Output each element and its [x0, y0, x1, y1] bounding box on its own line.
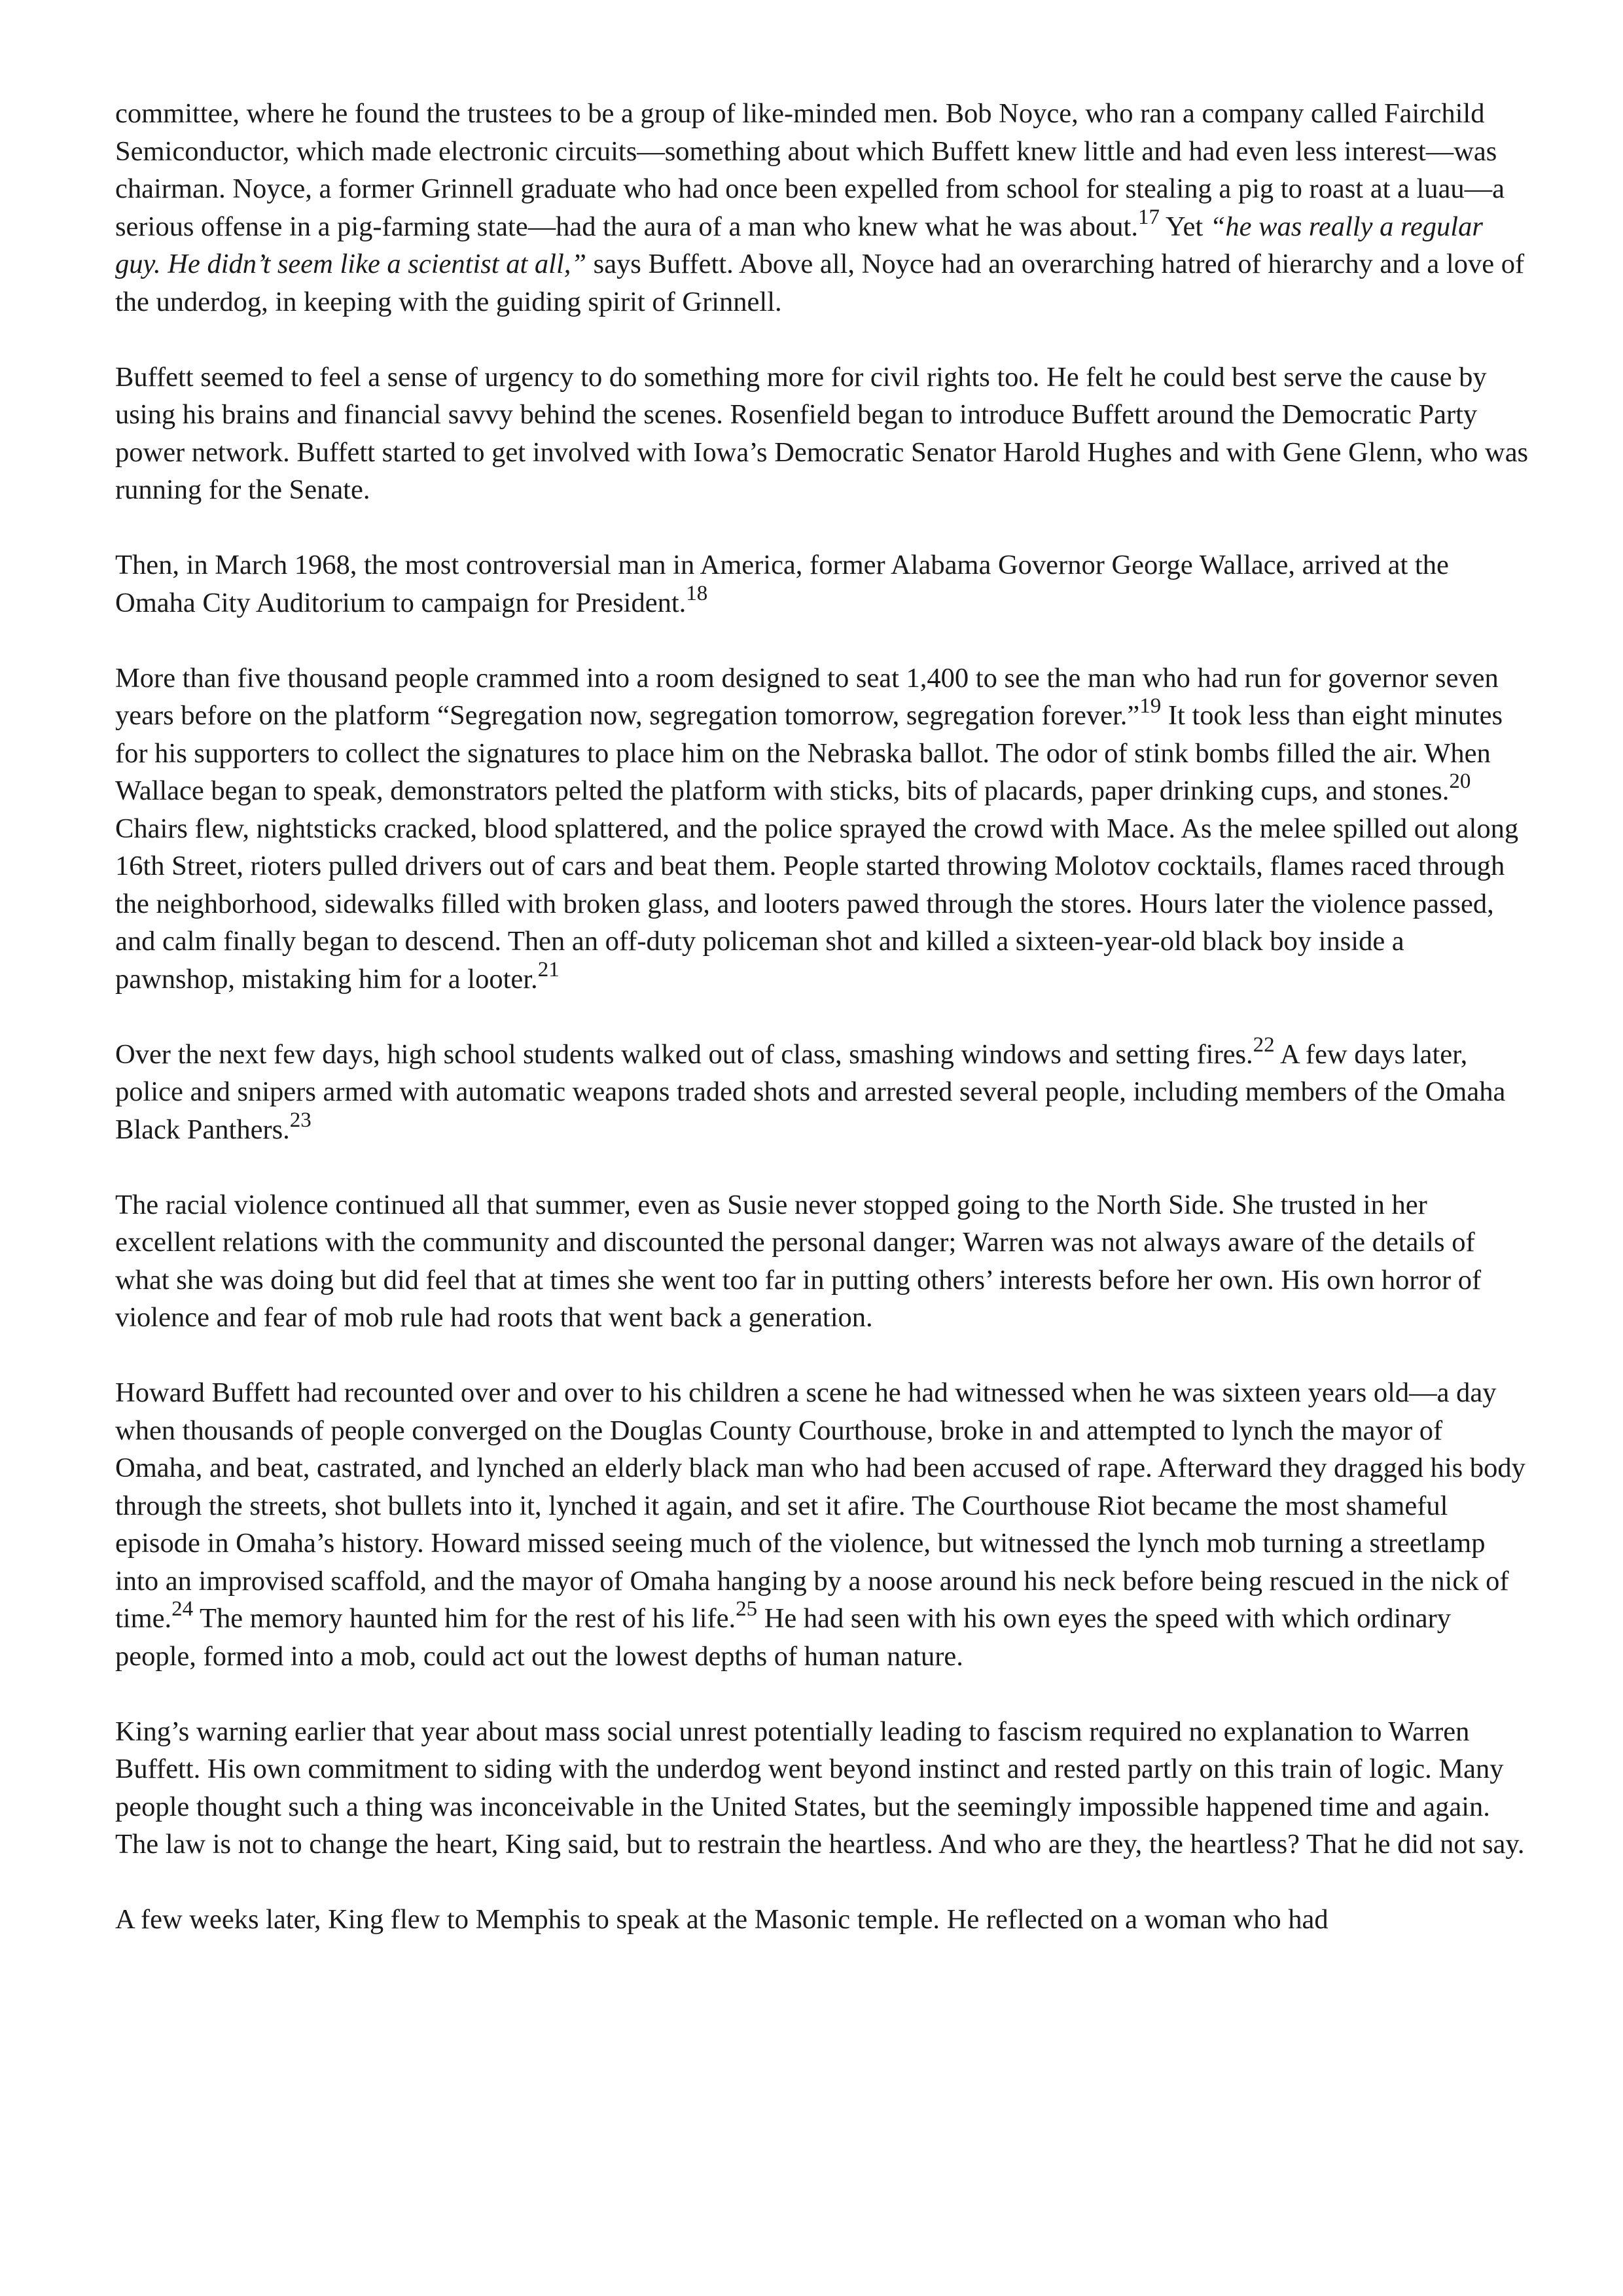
footnote-marker: 25 — [736, 1597, 758, 1621]
paragraph-8 — [115, 1713, 1529, 1863]
footnote-marker: 17 — [1137, 205, 1160, 229]
footnote-marker: 24 — [171, 1597, 194, 1621]
paragraph-text: Chairs flew, nightsticks cracked, blood splattered, and the police sprayed the crowd with Mace. As the melee spilled out along 16th Street, rioters pulled drivers out of cars and beat them. People started throwing Molotov cocktails, flames raced through the neighborhood, sidewalks filled with broken glass, and looters pawed through the stores. Hours later the violence passed, and calm finally began to descend. Then an off-duty policeman shot and killed a sixteen-year-old black boy inside a pawnshop, mistaking him for a looter. — [115, 813, 1519, 995]
footnote-marker: 22 — [1253, 1033, 1275, 1057]
paragraph-text: Then, in March 1968, the most controversial man in America, former Alabama Governor George Wallace, arrived at the Omaha City Auditorium to campaign for President. — [115, 550, 1449, 618]
footnote-marker: 18 — [686, 581, 708, 605]
paragraph-text: He had seen with his own eyes the speed with which ordinary people, formed into a mob, could act out the lowest depths of human nature. — [115, 1603, 1451, 1672]
paragraph-text: A few weeks later, King flew to Memphis to speak at the Masonic temple. He reflected on a woman who had — [115, 1904, 1329, 1935]
paragraph-text: The racial violence continued all that summer, even as Susie never stopped going to the North Side. She trusted in her excellent relations with the community and discounted the personal danger; Warren was not always aware of the details of what she was doing but did feel that at times she went too far in putting others’ interests before her own. His own horror of violence and fear of mob rule had roots that went back a generation. — [115, 1189, 1482, 1333]
footnote-marker: 19 — [1139, 694, 1162, 718]
paragraph-text: More than five thousand people crammed into a room designed to seat 1,400 to see the man who had run for governor seven years before on the platform “Segregation now, segregation tomorrow, segregation forever.” — [115, 662, 1499, 731]
document-page — [115, 95, 1529, 1939]
paragraph-3 — [115, 546, 1529, 622]
paragraph-text: The memory haunted him for the rest of his life. — [193, 1603, 736, 1634]
paragraph-text: committee, where he found the trustees to be a group of like-minded men. Bob Noyce, who ran a company called Fairchild Semiconductor, which made electronic circuits—something about which Buffett knew little and had even less interest—was chairman. Noyce, a former Grinnell graduate who had once been expelled from school for stealing a pig to roast at a luau—a serious offense in a pig-farming state—had the aura of a man who knew what he was about. — [115, 98, 1505, 242]
paragraph-text: Buffett seemed to feel a sense of urgency to do something more for civil rights too. He felt he could best serve the cause by using his brains and financial savvy behind the scenes. Rosenfield began to introduce Buffett around the Democratic Party power network. Buffett started to get involved with Iowa’s Democratic Senator Harold Hughes and with Gene Glenn, who was running for the Senate. — [115, 361, 1529, 505]
paragraph-9 — [115, 1901, 1529, 1939]
paragraph-text: Yet — [1159, 211, 1210, 242]
paragraph-text: A few days later, police and snipers armed with automatic weapons traded shots and arrested several people, including members of the Omaha Black Panthers. — [115, 1038, 1506, 1145]
footnote-marker: 23 — [289, 1108, 312, 1132]
paragraph-5 — [115, 1033, 1529, 1149]
quotation: “he was really a regular guy. He didn’t seem like a scientist at all,” — [115, 211, 1483, 279]
paragraph-text: says Buffett. Above all, Noyce had an overarching hatred of hierarchy and a love of the underdog, in keeping with the guiding spirit of Grinnell. — [115, 249, 1525, 317]
footnote-marker: 20 — [1449, 769, 1471, 793]
paragraph-7 — [115, 1374, 1529, 1675]
paragraph-text: Howard Buffett had recounted over and over to his children a scene he had witnessed when he was sixteen years old—a day when thousands of people converged on the Douglas County Courthouse, broke in and attempted to lynch the mayor of Omaha, and beat, castrated, and lynched an elderly black man who had been accused of rape. Afterward they dragged his body through the streets, shot bullets into it, lynched it again, and set it afire. The Courthouse Riot became the most shameful episode in Omaha’s history. Howard missed seeing much of the violence, but witnessed the lynch mob turning a streetlamp into an improvised scaffold, and the mayor of Omaha hanging by a noose around his neck before being rescued in the nick of time. — [115, 1377, 1525, 1634]
paragraph-text: It took less than eight minutes for his supporters to collect the signatures to place him on the Nebraska ballot. The odor of stink bombs filled the air. When Wallace began to speak, demonstrators pelted the platform with sticks, bits of placards, paper drinking cups, and stones. — [115, 700, 1503, 806]
footnote-marker: 21 — [537, 957, 560, 981]
paragraph-2 — [115, 359, 1529, 509]
paragraph-text: Over the next few days, high school students walked out of class, smashing windows and setting fires. — [115, 1038, 1253, 1070]
paragraph-1 — [115, 95, 1529, 321]
paragraph-4 — [115, 660, 1529, 998]
paragraph-text: King’s warning earlier that year about mass social unrest potentially leading to fascism required no explanation to Warren Buffett. His own commitment to siding with the underdog went beyond instinct and rested partly on this train of logic. Many people thought such a thing was inconceivable in the United States, but the seemingly impossible happened time and again. The law is not to change the heart, King said, but to restrain the heartless. And who are they, the heartless? That he did not say. — [115, 1716, 1525, 1860]
paragraph-6 — [115, 1186, 1529, 1337]
